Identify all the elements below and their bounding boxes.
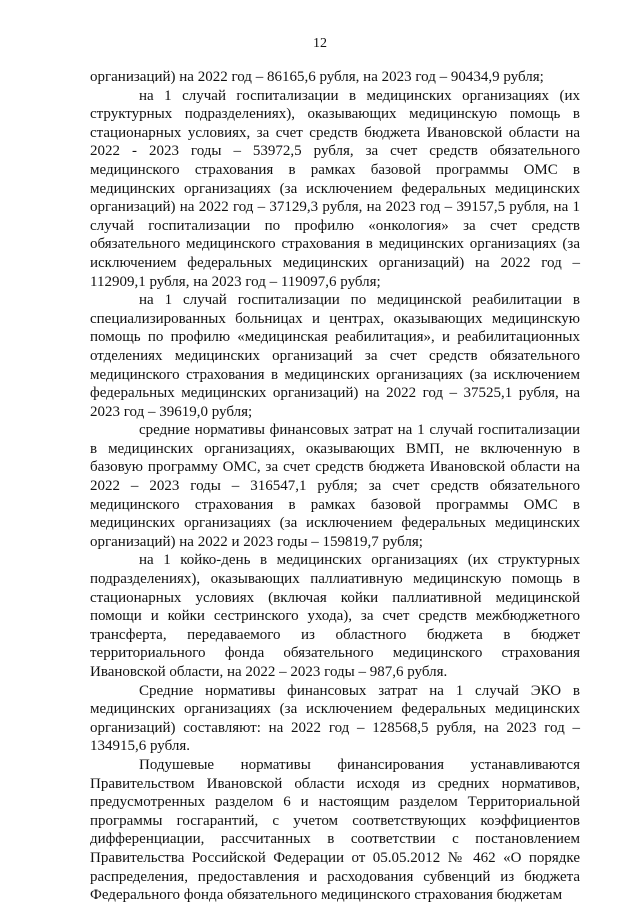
paragraph-7: Подушевые нормативы финансирования устанавливаются Правительством Ивановской области исходя из средних нормативов, предусмотренных разделом 6 и настоящим разделом Территориальной программы госгарантий, с учетом соответствующих коэффициентов дифференциации, рассчитанных в соответствии с постановлением Правительства Российской Федерации от 05.05.2012 № 462 «О порядке распределения, предоставления и расходования субвенций из бюджета Федерального фонда обязательного медицинского страхования бюджетам xyxy=(90,756,580,904)
paragraph-2: на 1 случай госпитализации в медицинских организациях (их структурных подразделениях), оказывающих медицинскую помощь в стационарных условиях, за счет средств бюджета Ивановской области на 2022 - 2023 годы – 53972,5 рубля, за счет средств обязательного медицинского страхования в рамках базовой программы ОМС в медицинских организациях (за исключением федеральных медицинских организаций) на 2022 год – 37129,3 рубля, на 2023 год – 39157,5 рубля, на 1 случай госпитализации по профилю «онкология» за счет средств обязательного медицинского страхования в медицинских организациях (за исключением федеральных медицинских организаций) на 2022 год – 112909,1 рубля, на 2023 год – 119097,6 рубля; xyxy=(90,87,580,290)
paragraph-3: на 1 случай госпитализации по медицинской реабилитации в специализированных больницах и центрах, оказывающих медицинскую помощь по профилю «медицинская реабилитация», и реабилитационных отделениях медицинских организаций за счет средств обязательного медицинского страхования в медицинских организациях (за исключением федеральных медицинских организаций) на 2022 год – 37525,1 рубля, на 2023 год – 39619,0 рубля; xyxy=(90,292,580,420)
page-number: 12 xyxy=(313,36,327,51)
paragraph-6: Средние нормативы финансовых затрат на 1 случай ЭКО в медицинских организациях (за исключением федеральных медицинских организаций) составляют: на 2022 год – 128568,5 рубля, на 2023 год – 134915,6 рубля. xyxy=(90,682,580,755)
document-body xyxy=(90,68,580,905)
paragraph-1: организаций) на 2022 год – 86165,6 рубля, на 2023 год – 90434,9 рубля; xyxy=(90,69,544,85)
paragraph-4: средние нормативы финансовых затрат на 1 случай госпитализации в медицинских организациях, оказывающих ВМП, не включенную в базовую программу ОМС, за счет средств бюджета Ивановской области на 2022 – 2023 годы – 316547,1 рубля; за счет средств обязательного медицинского страхования в рамках базовой программы ОМС в медицинских организациях (за исключением федеральных медицинских организаций) на 2022 и 2023 годы – 159819,7 рубля; xyxy=(90,422,580,550)
paragraph-5: на 1 койко-день в медицинских организациях (их структурных подразделениях), оказывающих паллиативную медицинскую помощь в стационарных условиях (включая койки паллиативной медицинской помощи и койки сестринского ухода), за счет средств межбюджетного трансферта, передаваемого из областного бюджета в бюджет территориального фонда обязательного медицинского страхования Ивановской области, на 2022 – 2023 годы – 987,6 рубля. xyxy=(90,552,580,680)
